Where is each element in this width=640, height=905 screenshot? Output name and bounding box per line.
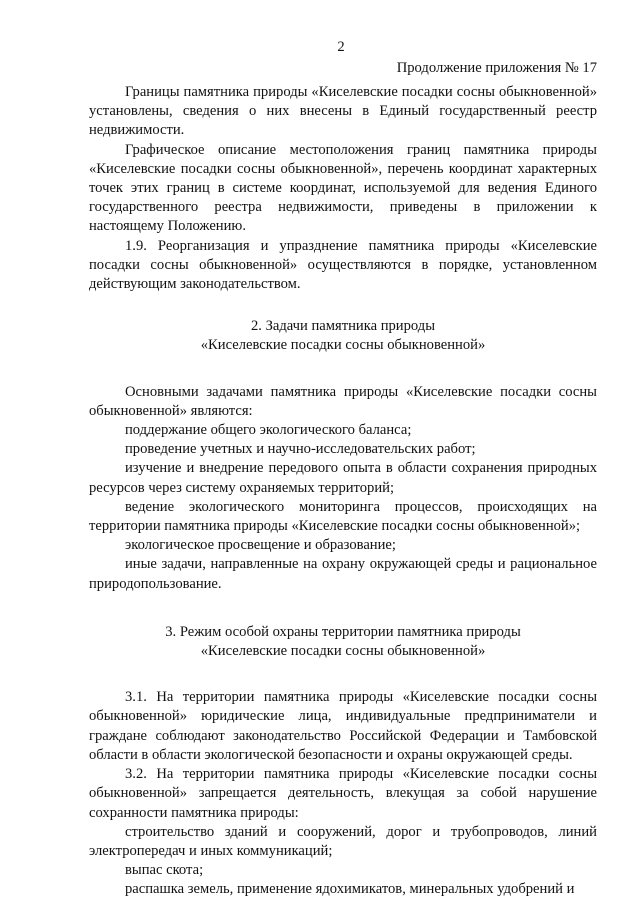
prohibited-activity-item: строительство зданий и сооружений, дорог и трубопроводов, линий электропередач и иных коммуникаций; xyxy=(89,823,597,859)
paragraph-1-9-reorganization: 1.9. Реорганизация и упразднение памятника природы «Киселевские посадки сосны обыкновенной» осуществляются в порядке, установленном действующим законодательством. xyxy=(89,237,597,293)
page-number: 2 xyxy=(337,39,345,55)
section-3-heading-line-1: 3. Режим особой охраны территории памятника природы xyxy=(165,623,521,640)
section-2-heading-line-1: 2. Задачи памятника природы xyxy=(250,318,436,335)
paragraph-3-2: 3.2. На территории памятника природы «Киселевские посадки сосны обыкновенной» запрещается деятельность, влекущая за собой нарушение сохранности памятника природы: xyxy=(89,766,597,821)
task-list-item: поддержание общего экологического баланса; xyxy=(125,422,412,439)
appendix-continuation-note: Продолжение приложения № 17 xyxy=(396,60,597,76)
task-list-item: ведение экологического мониторинга процессов, происходящих на территории памятника природы «Киселевские посадки сосны обыкновенной»; xyxy=(89,498,597,535)
section-2-heading-line-2: «Киселевские посадки сосны обыкновенной» xyxy=(200,337,486,354)
task-list-item: иные задачи, направленные на охрану окружающей среды и рациональное природопользование. xyxy=(89,556,597,592)
paragraph-graphic-description: Графическое описание местоположения границ памятника природы «Киселевские посадки сосны обыкновенной», перечень координат характерных точек этих границ в системе координат, используемой для ведения Единого государственного реестра недвижимости, приведены в приложении к настоящему Положению. xyxy=(89,141,597,235)
document-body xyxy=(89,38,597,900)
paragraph-boundaries: Границы памятника природы «Киселевские посадки сосны обыкновенной» установлены, сведения о них внесены в Единый государственный реестр недвижимости. xyxy=(89,84,597,139)
prohibited-activity-item: распашка земель, применение ядохимикатов, минеральных удобрений и xyxy=(125,881,575,898)
task-list-item: изучение и внедрение передового опыта в области сохранения природных ресурсов через систему охраняемых территорий; xyxy=(89,460,597,496)
task-list-item: проведение учетных и научно-исследовательских работ; xyxy=(125,441,476,458)
section-3-heading-line-2: «Киселевские посадки сосны обыкновенной» xyxy=(200,643,486,660)
task-list-item: экологическое просвещение и образование; xyxy=(125,537,396,554)
prohibited-activity-item: выпас скота; xyxy=(125,862,204,879)
paragraph-3-1: 3.1. На территории памятника природы «Киселевские посадки сосны обыкновенной» юридические лица, индивидуальные предприниматели и граждане соблюдают законодательство Российской Федерации и Тамбовской области в области экологической безопасности и охраны окружающей среды. xyxy=(89,689,597,763)
section-2-lead-paragraph: Основными задачами памятника природы «Киселевские посадки сосны обыкновенной» являются: xyxy=(89,383,597,419)
